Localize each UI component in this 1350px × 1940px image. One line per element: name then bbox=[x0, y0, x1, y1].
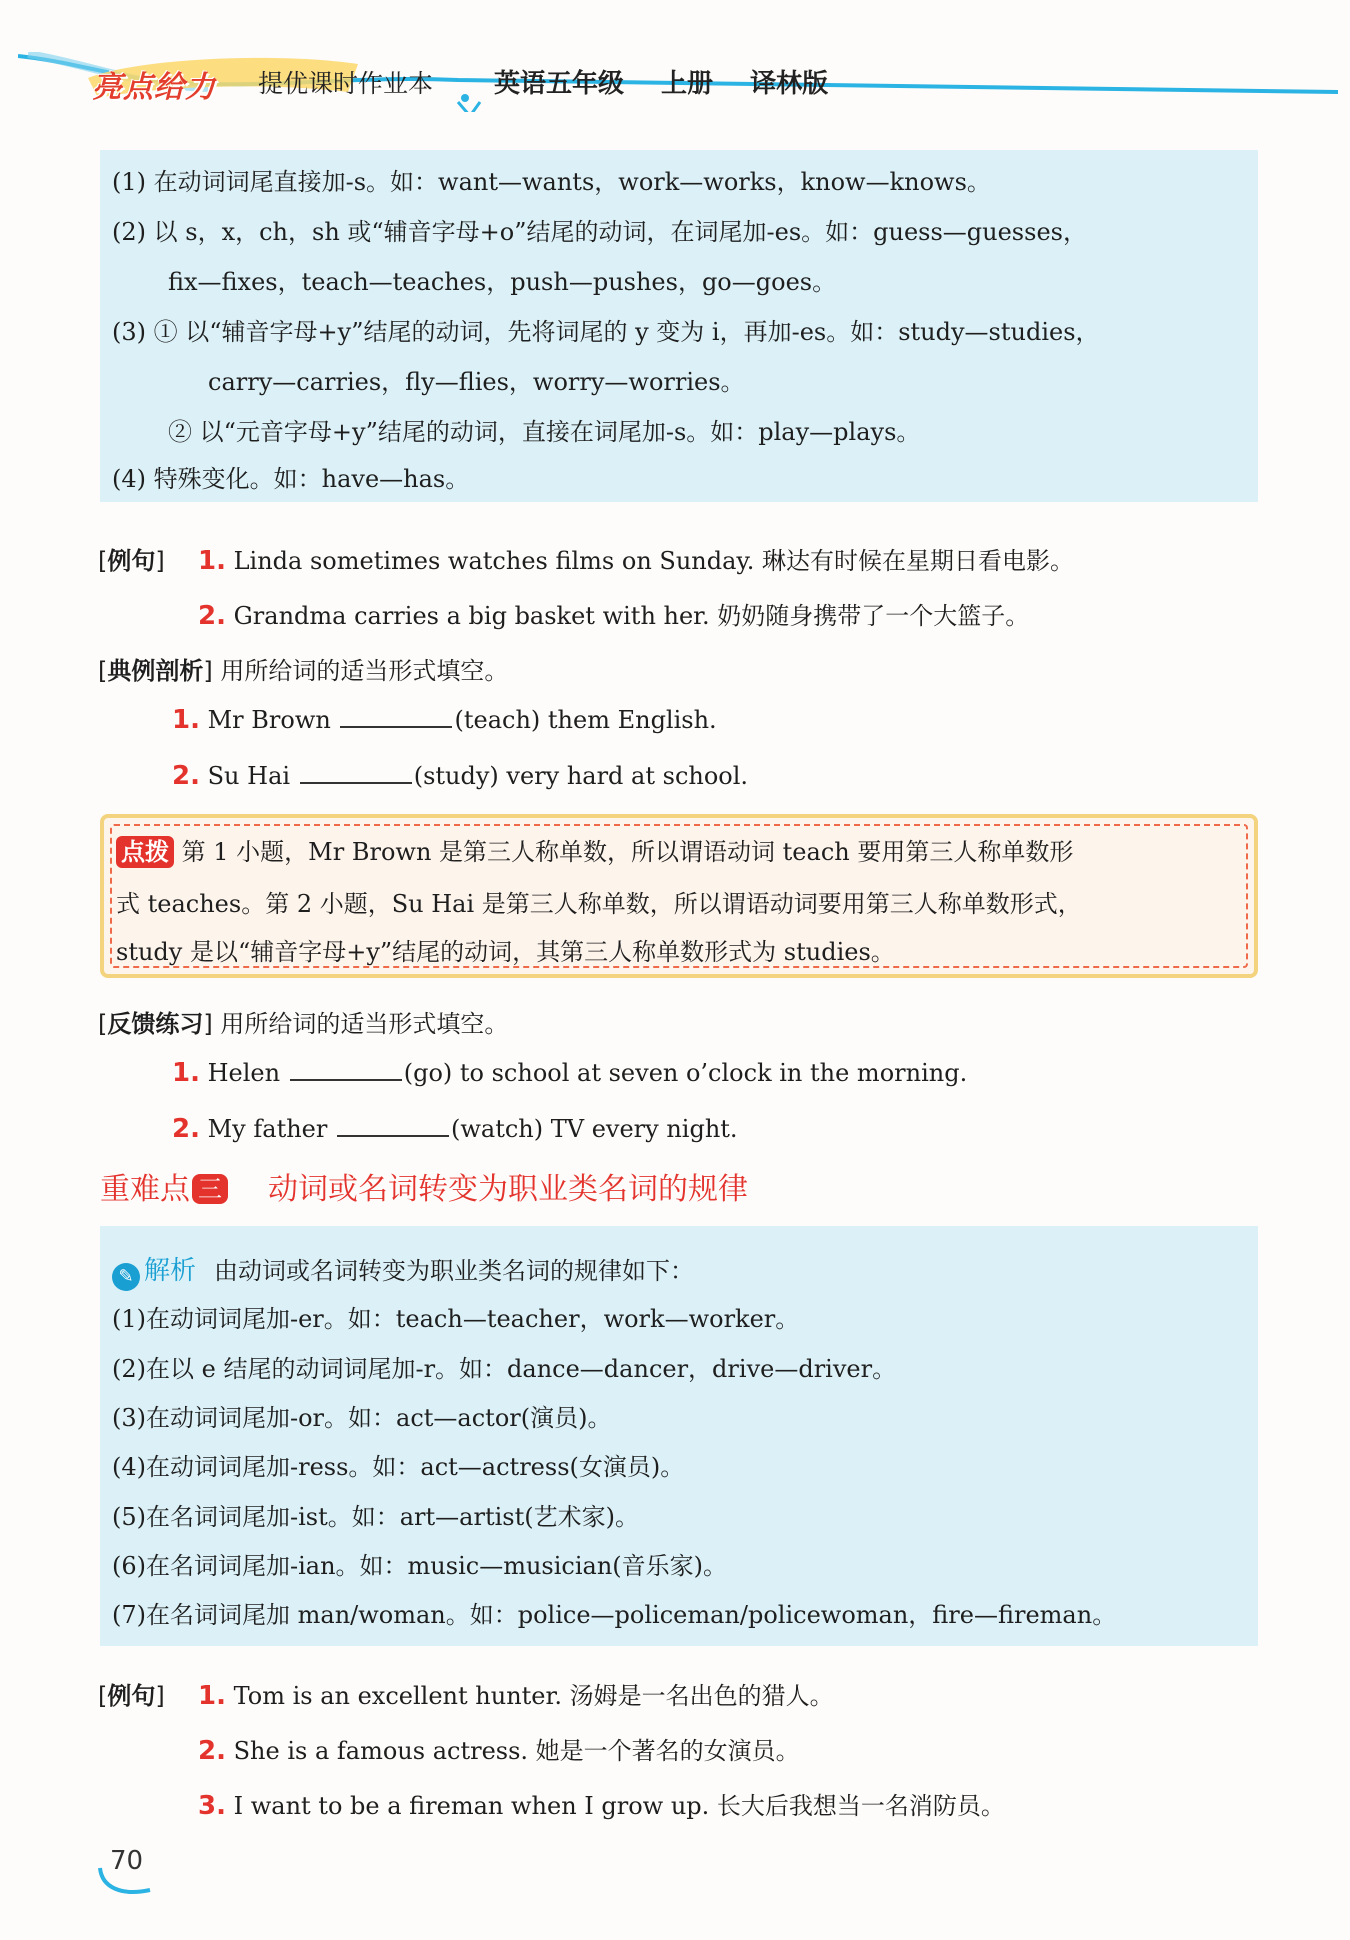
rule-line: (1) 在动词词尾直接加-s。如：want—wants，work—works，know—knows。 bbox=[112, 168, 991, 196]
item-number: 1. bbox=[198, 1681, 226, 1711]
section-title: 重难点 三 动词或名词转变为职业类名词的规律 bbox=[100, 1172, 748, 1207]
rule-line: carry—carries，fly—flies，worry—worries。 bbox=[208, 368, 745, 396]
rule-line: (4) 特殊变化。如：have—has。 bbox=[112, 465, 470, 493]
tip-line: 点拨 第 1 小题，Mr Brown 是第三人称单数，所以谓语动词 teach 要用第三人称单数形 bbox=[116, 832, 1073, 868]
example-item bbox=[198, 1676, 834, 1711]
book-subtitle: 提优课时作业本 bbox=[258, 69, 434, 98]
rule-line: fix—fixes，teach—teaches，push—pushes，go—goes。 bbox=[168, 268, 837, 296]
item-number: 1. bbox=[172, 705, 200, 735]
rule-line: (2) 以 s，x，ch，sh 或“辅音字母+o”结尾的动词，在词尾加-es。如：guess—guesses， bbox=[112, 218, 1087, 246]
example-text: I want to be a fireman when I grow up. 长大后我想当一名消防员。 bbox=[233, 1792, 1005, 1820]
rule-line: (4)在动词词尾加-ress。如：act—actress(女演员)。 bbox=[112, 1453, 685, 1481]
item-number: 1. bbox=[172, 1058, 200, 1088]
exercise-item: 2. Su Hai (study) very hard at school. bbox=[172, 761, 749, 791]
item-number: 3. bbox=[198, 1791, 226, 1821]
item-number: 2. bbox=[198, 1736, 226, 1766]
example-label: [例句] bbox=[98, 547, 165, 575]
tip-line: study 是以“辅音字母+y”结尾的动词，其第三人称单数形式为 studies。 bbox=[116, 938, 895, 966]
brand-logo: 亮点给力 bbox=[92, 70, 216, 105]
example-item bbox=[198, 1731, 800, 1766]
exercise-item: 1. Mr Brown (teach) them English. bbox=[172, 705, 717, 735]
rule-line: ② 以“元音字母+y”结尾的动词，直接在词尾加-s。如：play—plays。 bbox=[168, 418, 921, 446]
tip-badge: 点拨 bbox=[116, 836, 174, 868]
example-label: [例句] bbox=[98, 1682, 165, 1710]
example-item bbox=[198, 596, 1029, 631]
item-number: 2. bbox=[172, 761, 200, 791]
analysis-tag: ✎ 解析 由动词或名词转变为职业类名词的规律如下： bbox=[112, 1250, 694, 1291]
rule-line: (1)在动词词尾加-er。如：teach—teacher，work—worker。 bbox=[112, 1305, 800, 1333]
item-number: 2. bbox=[172, 1114, 200, 1144]
item-number: 2. bbox=[198, 601, 226, 631]
rule-line: (2)在以 e 结尾的动词词尾加-r。如：dance—dancer，drive—driver。 bbox=[112, 1355, 897, 1383]
pen-icon: ✎ bbox=[112, 1263, 140, 1291]
answer-blank[interactable] bbox=[340, 704, 452, 728]
item-number: 1. bbox=[198, 546, 226, 576]
exercise-item: 1. Helen (go) to school at seven o’clock in the morning. bbox=[172, 1058, 968, 1088]
example-text: She is a famous actress. 她是一个著名的女演员。 bbox=[233, 1737, 800, 1765]
exercise-item: 2. My father (watch) TV every night. bbox=[172, 1114, 738, 1144]
section-number: 三 bbox=[192, 1174, 228, 1204]
rule-line: (7)在名词词尾加 man/woman。如：police—policeman/policewoman，fire—fireman。 bbox=[112, 1601, 1117, 1629]
rule-line: (6)在名词词尾加-ian。如：music—musician(音乐家)。 bbox=[112, 1552, 728, 1580]
example-item bbox=[198, 541, 1074, 576]
example-text: Linda sometimes watches films on Sunday. 琳达有时候在星期日看电影。 bbox=[233, 547, 1075, 575]
section-topic: 动词或名词转变为职业类名词的规律 bbox=[268, 1172, 748, 1207]
tip-line: 式 teaches。第 2 小题，Su Hai 是第三人称单数，所以谓语动词要用第三人称单数形式， bbox=[116, 890, 1082, 918]
rule-line: (3)在动词词尾加-or。如：act—actor(演员)。 bbox=[112, 1404, 612, 1432]
example-text: Tom is an excellent hunter. 汤姆是一名出色的猎人。 bbox=[233, 1682, 834, 1710]
example-item bbox=[198, 1786, 1005, 1821]
example-text: Grandma carries a big basket with her. 奶奶随身携带了一个大篮子。 bbox=[233, 602, 1030, 630]
answer-blank[interactable] bbox=[300, 760, 412, 784]
answer-blank[interactable] bbox=[337, 1113, 449, 1137]
rule-line: (5)在名词词尾加-ist。如：art—artist(艺术家)。 bbox=[112, 1503, 639, 1531]
analysis-heading: [典例剖析] 用所给词的适当形式填空。 bbox=[98, 657, 509, 685]
page-number: 70 bbox=[110, 1846, 144, 1876]
answer-blank[interactable] bbox=[290, 1057, 402, 1081]
rule-line: (3) ① 以“辅音字母+y”结尾的动词，先将词尾的 y 变为 i，再加-es。如：study—studies， bbox=[112, 318, 1100, 346]
feedback-heading: [反馈练习] 用所给词的适当形式填空。 bbox=[98, 1010, 509, 1038]
grade-info: 英语五年级 上册 译林版 bbox=[494, 69, 829, 99]
